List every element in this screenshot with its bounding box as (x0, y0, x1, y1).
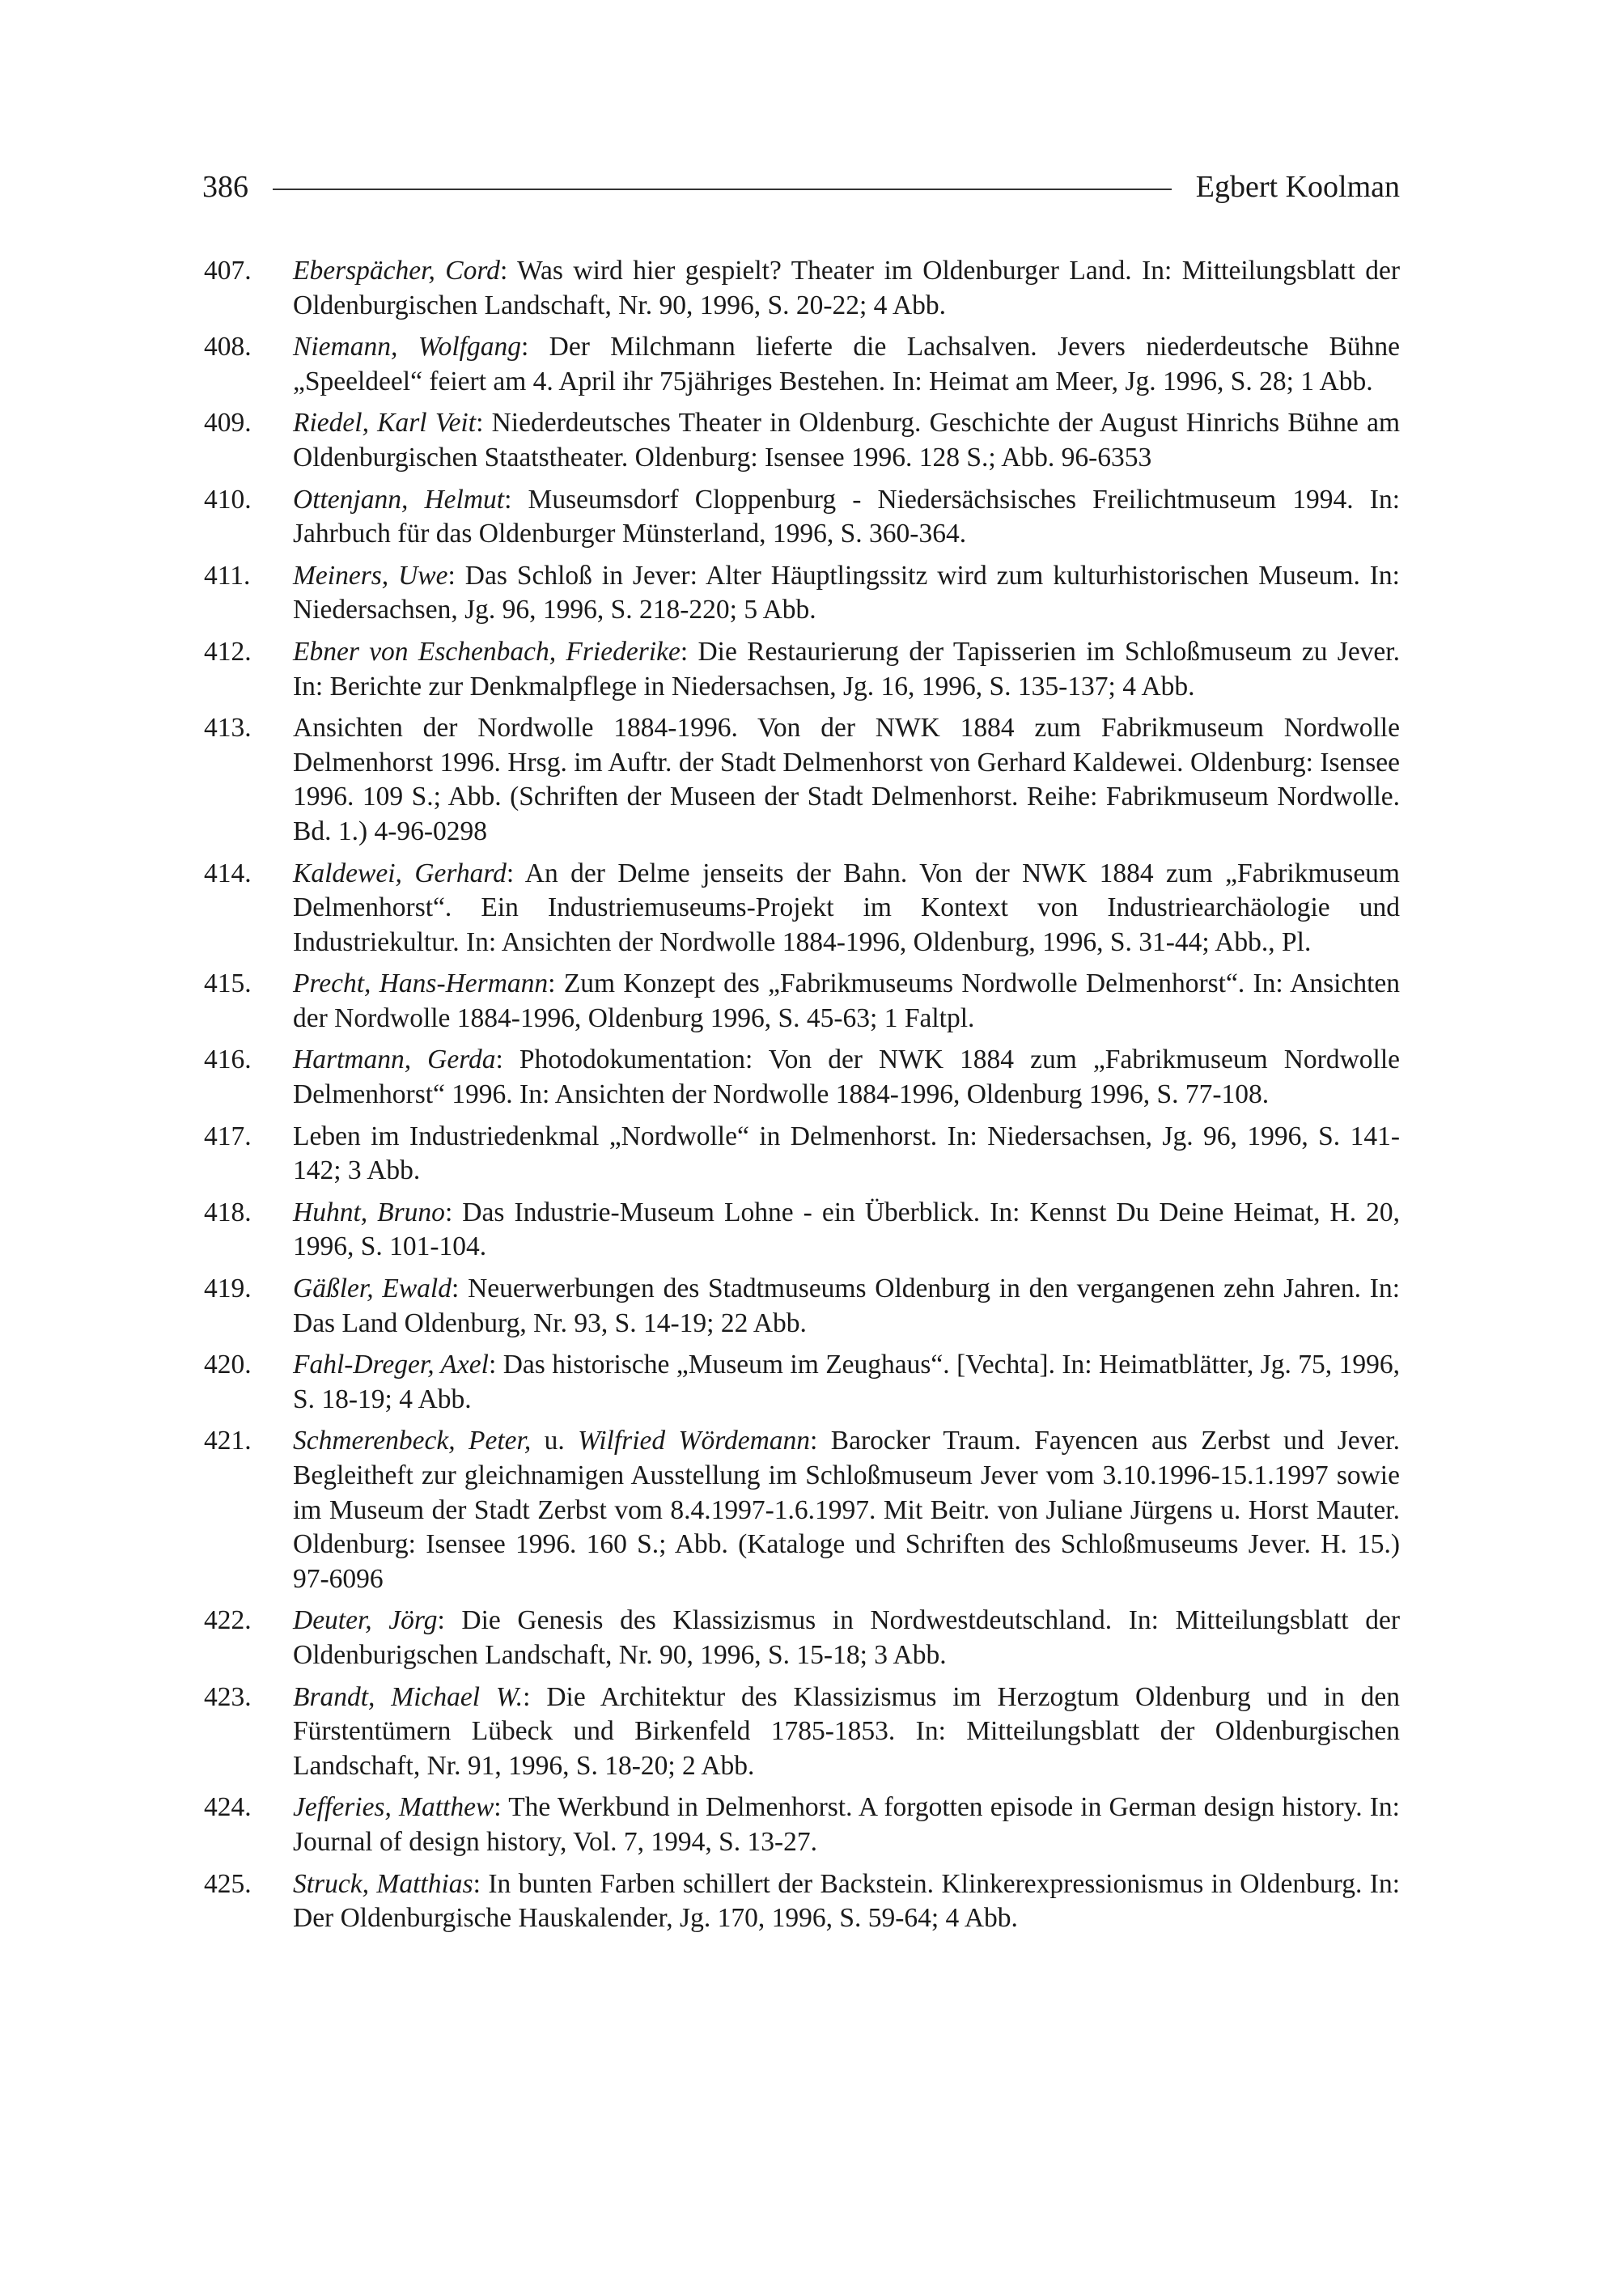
bibliography-entry (204, 1272, 1400, 1341)
entry-number: 411. (204, 560, 251, 591)
page-number: 386 (202, 170, 248, 204)
entry-author: Niemann, Wolfgang (293, 332, 521, 362)
bibliography-entry (204, 406, 1400, 475)
bibliography-entry (204, 711, 1400, 849)
bibliography-entry (204, 1120, 1400, 1189)
entry-number: 422. (204, 1605, 252, 1636)
entry-citation: : The Werkbund in Delmenhorst. A forgotten episode in German design history. In: Journal of design history, Vol. 7, 1994, S. 13-27. (293, 1792, 1400, 1857)
entry-number: 416. (204, 1045, 252, 1075)
bibliography-entry (204, 1196, 1400, 1265)
entry-text (293, 711, 1400, 849)
entry-number: 419. (204, 1274, 252, 1304)
entry-number: 425. (204, 1868, 252, 1899)
running-head: Egbert Koolman (1195, 170, 1400, 204)
entry-author: Huhnt, Bruno (293, 1197, 445, 1227)
bibliography-entry (204, 1604, 1400, 1672)
entry-text (293, 1043, 1400, 1112)
entry-text (293, 1681, 1400, 1784)
entry-author: Struck, Matthias (293, 1868, 473, 1899)
entry-citation: Leben im Industriedenkmal „Nordwolle“ in Delmenhorst. In: Niedersachsen, Jg. 96, 1996, S. 141-142; 3 Abb. (293, 1121, 1400, 1186)
page-header (202, 164, 1400, 210)
entry-citation: : Was wird hier gespielt? Theater im Oldenburger Land. In: Mitteilungsblatt der Oldenburgischen Landschaft, Nr. 90, 1996, S. 20-22; 4 Abb. (293, 256, 1400, 320)
entry-text (293, 1120, 1400, 1189)
entry-author: Deuter, Jörg (293, 1605, 438, 1636)
entry-author: Hartmann, Gerda (293, 1045, 496, 1075)
entry-citation: : Das Industrie-Museum Lohne - ein Überblick. In: Kennst Du Deine Heimat, H. 20, 1996, S. 101-104. (293, 1197, 1401, 1262)
bibliography-entry (204, 1424, 1400, 1596)
entry-number: 412. (204, 636, 252, 667)
entry-connector: u. (531, 1426, 579, 1456)
entry-text (293, 483, 1400, 552)
entry-text (293, 1867, 1400, 1936)
bibliography-entry (204, 483, 1400, 552)
entry-citation: : Die Genesis des Klassizismus in Nordwestdeutschland. In: Mitteilungsblatt der Oldenburigschen Landschaft, Nr. 90, 1996, S. 15-18; 3 Abb. (293, 1605, 1400, 1670)
entry-citation: : An der Delme jenseits der Bahn. Von der NWK 1884 zum „Fabrikmuseum Delmenhorst“. Ein Industriemuseums-Projekt im Kontext von Industriearchäologie und Industriekultur. In: Ansichten der Nordwolle 1884-1996, Oldenburg, 1996, S. 31-44; Abb., Pl. (293, 858, 1400, 957)
entry-citation: : Neuerwerbungen des Stadtmuseums Oldenburg in den vergangenen zehn Jahren. In: Das Land Oldenburg, Nr. 93, S. 14-19; 22 Abb. (293, 1274, 1401, 1338)
entry-number: 407. (204, 256, 252, 286)
entry-text (293, 967, 1400, 1036)
entry-text (293, 330, 1400, 399)
entry-text (293, 1424, 1400, 1596)
bibliography-entry (204, 1867, 1400, 1936)
bibliography-entry (204, 857, 1400, 960)
header-rule (273, 189, 1172, 190)
entry-author: Gäßler, Ewald (293, 1274, 452, 1304)
entry-number: 410. (204, 484, 252, 515)
entry-text (293, 635, 1400, 704)
entry-author: Fahl-Dreger, Axel (293, 1350, 489, 1380)
bibliography-entry (204, 1348, 1400, 1417)
entry-citation: : Das historische „Museum im Zeughaus“. [Vechta]. In: Heimatblätter, Jg. 75, 1996, S. 18-19; 4 Abb. (293, 1350, 1400, 1414)
entry-author: Jefferies, Matthew (293, 1792, 494, 1823)
entry-number: 423. (204, 1681, 252, 1712)
entry-text (293, 1272, 1400, 1341)
entry-author: Riedel, Karl Veit (293, 408, 477, 439)
entry-text (293, 254, 1400, 323)
entry-number: 421. (204, 1426, 252, 1456)
entry-text (293, 1791, 1400, 1859)
entry-text (293, 1604, 1400, 1672)
entry-author: Eberspächer, Cord (293, 256, 500, 286)
entry-citation: : Photodokumentation: Von der NWK 1884 zum „Fabrikmuseum Nordwolle Delmenhorst“ 1996. In: Ansichten der Nordwolle 1884-1996, Oldenburg 1996, S. 77-108. (293, 1045, 1400, 1110)
entry-number: 413. (204, 713, 252, 744)
entry-author: Wilfried Wördemann (578, 1426, 811, 1456)
bibliography-entry (204, 330, 1400, 399)
entry-author: Brandt, Michael W. (293, 1681, 524, 1712)
bibliography-entry (204, 254, 1400, 323)
entry-number: 408. (204, 332, 252, 362)
entry-text (293, 1348, 1400, 1417)
entry-author: Ebner von Eschenbach, Friederike (293, 636, 681, 667)
bibliography-entry (204, 635, 1400, 704)
entry-citation: : Das Schloß in Jever: Alter Häuptlingssitz wird zum kulturhistorischen Museum. In: Niedersachsen, Jg. 96, 1996, S. 218-220; 5 Abb. (293, 560, 1400, 625)
entry-number: 424. (204, 1792, 252, 1823)
entry-number: 420. (204, 1350, 252, 1380)
entry-author: Schmerenbeck, Peter, (293, 1426, 532, 1456)
entry-number: 409. (204, 408, 252, 439)
entry-citation: : Zum Konzept des „Fabrikmuseums Nordwolle Delmenhorst“. In: Ansichten der Nordwolle 1884-1996, Oldenburg 1996, S. 45-63; 1 Faltpl. (293, 968, 1401, 1033)
bibliography-entry (204, 1791, 1400, 1859)
entry-text (293, 1196, 1400, 1265)
entry-text (293, 857, 1400, 960)
entry-number: 417. (204, 1121, 252, 1151)
entry-author: Meiners, Uwe (293, 560, 448, 591)
entry-number: 415. (204, 968, 252, 999)
bibliography-entry (204, 1681, 1400, 1784)
entry-citation: : Museumsdorf Cloppenburg - Niedersächsisches Freilichtmuseum 1994. In: Jahrbuch für das Oldenburger Münsterland, 1996, S. 360-364. (293, 484, 1400, 549)
entry-text (293, 559, 1400, 628)
entry-citation: : In bunten Farben schillert der Backstein. Klinkerexpressionismus in Oldenburg. In: Der Oldenburgische Hauskalender, Jg. 170, 1996, S. 59-64; 4 Abb. (293, 1868, 1401, 1934)
entry-citation: : Barocker Traum. Fayencen aus Zerbst und Jever. Begleitheft zur gleichnamigen Ausstellung im Schloßmuseum Jever vom 3.10.1996-15.1.1997 sowie im Museum der Stadt Zerbst vom 8.4.1997-1.6.1997. Mit Beitr. von Juliane Jürgens u. Horst Mauter. Oldenburg: Isensee 1996. 160 S.; Abb. (Kataloge und Schriften des Schloßmuseums Jever. H. 15.) 97-6096 (293, 1426, 1400, 1594)
entry-author: Precht, Hans-Hermann (293, 968, 549, 999)
bibliography-entry (204, 967, 1400, 1036)
bibliography-list (204, 254, 1400, 1943)
entry-citation: : Die Restaurierung der Tapisserien im Schloßmuseum zu Jever. In: Berichte zur Denkmalpflege in Niedersachsen, Jg. 16, 1996, S. 135-137; 4 Abb. (293, 636, 1400, 701)
entry-number: 418. (204, 1197, 252, 1227)
entry-citation: Ansichten der Nordwolle 1884-1996. Von der NWK 1884 zum Fabrikmuseum Nordwolle Delmenhorst 1996. Hrsg. im Auftr. der Stadt Delmenhorst von Gerhard Kaldewei. Oldenburg: Isensee 1996. 109 S.; Abb. (Schriften der Museen der Stadt Delmenhorst. Reihe: Fabrikmuseum Nordwolle. Bd. 1.) 4-96-0298 (293, 713, 1400, 846)
entry-text (293, 406, 1400, 475)
entry-author: Ottenjann, Helmut (293, 484, 505, 515)
entry-citation: : Der Milchmann lieferte die Lachsalven. Jevers niederdeutsche Bühne „Speeldeel“ feiert am 4. April ihr 75jähriges Bestehen. In: Heimat am Meer, Jg. 1996, S. 28; 1 Abb. (293, 332, 1400, 396)
bibliography-entry (204, 559, 1400, 628)
entry-author: Kaldewei, Gerhard (293, 858, 507, 888)
entry-number: 414. (204, 858, 252, 888)
bibliography-entry (204, 1043, 1400, 1112)
entry-citation: : Niederdeutsches Theater in Oldenburg. Geschichte der August Hinrichs Bühne am Oldenburgischen Staatstheater. Oldenburg: Isensee 1996. 128 S.; Abb. 96-6353 (293, 408, 1400, 473)
entry-citation: : Die Architektur des Klassizismus im Herzogtum Oldenburg und in den Fürstentümern Lübeck und Birkenfeld 1785-1853. In: Mitteilungsblatt der Oldenburgischen Landschaft, Nr. 91, 1996, S. 18-20; 2 Abb. (293, 1681, 1400, 1781)
